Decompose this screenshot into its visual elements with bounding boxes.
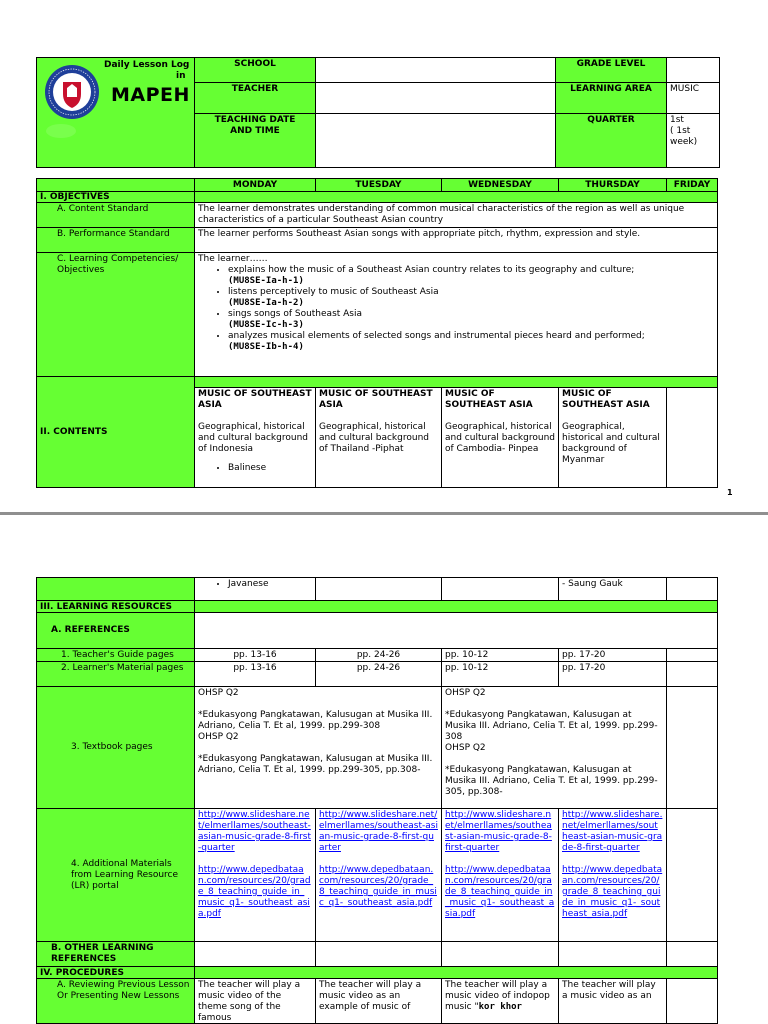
lr-link-depedbataan[interactable]: http://www.depedbataan.com/resources/20/grade_8_teaching_guide_in_music_q1-_southeast_asia.pdf bbox=[198, 865, 311, 919]
grade-level-label: GRADE LEVEL bbox=[555, 57, 667, 83]
reviewing-lesson-friday bbox=[666, 978, 718, 1024]
references-fill bbox=[194, 612, 718, 649]
quarter-value-line2: ( 1st bbox=[670, 126, 691, 136]
textbook-pages-wed-thu bbox=[441, 686, 667, 809]
competency-code: (MU8SE-Ia-h-2) bbox=[228, 298, 304, 308]
page-number: 1 bbox=[727, 488, 733, 497]
day-header-monday: MONDAY bbox=[194, 178, 316, 192]
header-title-line2: in bbox=[176, 71, 186, 81]
reviewing-lesson-wednesday bbox=[441, 978, 559, 1024]
learners-material-label: 2. Learner's Material pages bbox=[36, 661, 195, 687]
other-references-tuesday bbox=[315, 941, 442, 967]
contents-thursday bbox=[558, 387, 667, 488]
contents-tuesday bbox=[315, 387, 442, 488]
contents-continued-wednesday bbox=[441, 577, 559, 601]
contents-thursday-text: Geographical, historical and cultural background of Myanmar bbox=[562, 422, 660, 465]
contents-monday bbox=[194, 387, 316, 488]
reviewing-lesson-thursday: The teacher will play a music video as an bbox=[558, 978, 667, 1024]
reviewing-lesson-label: A. Reviewing Previous Lesson Or Presenting New Lessons bbox=[36, 978, 195, 1024]
grade-level-field[interactable] bbox=[666, 57, 720, 83]
lr-link-depedbataan[interactable]: http://www.depedbataan.com/resources/20/grade_8_teaching_guide_in_music_q1-_southeast_asia.pdf bbox=[445, 865, 555, 919]
teachers-guide-tuesday: pp. 24-26 bbox=[315, 648, 442, 662]
contents-heading: II. CONTENTS bbox=[36, 376, 195, 488]
lr-link-slideshare[interactable]: http://www.slideshare.net/elmerllames/southeast-asian-music-grade-8-first-quarter bbox=[445, 810, 552, 853]
performance-standard-label: B. Performance Standard bbox=[36, 227, 195, 253]
competency-code: (MU8SE-Ia-h-1) bbox=[228, 276, 304, 286]
references-label: A. REFERENCES bbox=[36, 612, 195, 649]
document-page-2 bbox=[0, 515, 768, 1024]
contents-continued-monday bbox=[194, 577, 316, 601]
competency-item: • analyzes musical elements of selected songs and instrumental pieces heard and performed; (MU8SE-Ib-h-4) bbox=[228, 331, 714, 353]
textbook-pages-mon-tue bbox=[194, 686, 442, 809]
contents-continued-tuesday bbox=[315, 577, 442, 601]
textbook-left-line3: OHSP Q2 bbox=[198, 732, 239, 742]
learning-area-label: LEARNING AREA bbox=[555, 82, 667, 114]
quarter-value-line1: 1st bbox=[670, 115, 684, 125]
other-references-thursday bbox=[558, 941, 667, 967]
reviewing-lesson-wednesday-text: The teacher will play a music video of indopop music " bbox=[445, 980, 550, 1012]
lr-link-slideshare[interactable]: http://www.slideshare.net/elmerllames/southeast-asian-music-grade-8-first-quarter bbox=[319, 810, 438, 853]
day-header-thursday: THURSDAY bbox=[558, 178, 667, 192]
teachers-guide-friday bbox=[666, 648, 718, 662]
learners-material-monday: pp. 13-16 bbox=[194, 661, 316, 687]
performance-standard-text: The learner performs Southeast Asian songs with appropriate pitch, rhythm, expression and style. bbox=[194, 227, 718, 253]
resources-heading: III. LEARNING RESOURCES bbox=[36, 600, 195, 613]
competency-code: (MU8SE-Ib-h-4) bbox=[228, 342, 304, 352]
school-label: SCHOOL bbox=[194, 57, 316, 83]
competencies-intro: The learner…… bbox=[198, 254, 268, 264]
learners-material-tuesday: pp. 24-26 bbox=[315, 661, 442, 687]
lr-link-depedbataan[interactable]: http://www.depedbataan.com/resources/20/grade_8_teaching_guide_in_music_q1-_southeast_asia.pdf bbox=[319, 865, 437, 908]
competency-code: (MU8SE-Ic-h-3) bbox=[228, 320, 304, 330]
reviewing-lesson-monday: The teacher will play a music video of the theme song of the famous bbox=[194, 978, 316, 1024]
contents-continued-thursday: - Saung Gauk bbox=[558, 577, 667, 601]
school-field[interactable] bbox=[315, 57, 556, 83]
day-header-wednesday: WEDNESDAY bbox=[441, 178, 559, 192]
lr-link-slideshare[interactable]: http://www.slideshare.net/elmerllames/southeast-asian-music-grade-8-first-quarter bbox=[562, 810, 663, 853]
procedures-heading: IV. PROCEDURES bbox=[36, 966, 195, 979]
textbook-left-line4: *Edukasyong Pangkatawan, Kalusugan at Musika III. Adriano, Celia T. Et al, 1999. pp.299-305, pp.308- bbox=[198, 754, 433, 775]
contents-tuesday-text: Geographical, historical and cultural background of Thailand -Piphat bbox=[319, 422, 429, 454]
additional-materials-tuesday bbox=[315, 808, 442, 942]
competency-item: • explains how the music of a Southeast Asian country relates to its geography and culture; (MU8SE-Ia-h-1) bbox=[228, 265, 714, 287]
textbook-pages-friday bbox=[666, 686, 718, 809]
textbook-left-line1: OHSP Q2 bbox=[198, 688, 239, 698]
header-title-line1: Daily Lesson Log bbox=[104, 60, 190, 70]
header-shadow-mark bbox=[46, 124, 76, 138]
teachers-guide-thursday: pp. 17-20 bbox=[558, 648, 667, 662]
objectives-heading: I. OBJECTIVES bbox=[36, 191, 195, 203]
contents-continued-friday bbox=[666, 577, 718, 601]
competencies-cell bbox=[194, 252, 718, 377]
contents-wednesday-title: MUSIC OF SOUTHEAST ASIA bbox=[445, 389, 533, 410]
additional-materials-wednesday bbox=[441, 808, 559, 942]
contents-tuesday-title: MUSIC OF SOUTHEAST ASIA bbox=[319, 389, 433, 410]
contents-monday-text: Geographical, historical and cultural background of Indonesia bbox=[198, 422, 308, 454]
learning-area-value: MUSIC bbox=[666, 82, 720, 114]
teachers-guide-wednesday: pp. 10-12 bbox=[441, 648, 559, 662]
teachers-guide-label: 1. Teacher's Guide pages bbox=[36, 648, 195, 662]
lr-link-slideshare[interactable]: http://www.slideshare.net/elmerllames/southeast-asian-music-grade-8-first-quarter bbox=[198, 810, 312, 853]
other-references-monday bbox=[194, 941, 316, 967]
competencies-label: C. Learning Competencies/ Objectives bbox=[36, 252, 195, 377]
contents-continued-label bbox=[36, 577, 195, 601]
deped-seal-icon bbox=[44, 64, 100, 120]
contents-thursday-title: MUSIC OF SOUTHEAST ASIA bbox=[562, 389, 650, 410]
competencies-list bbox=[198, 265, 714, 353]
quarter-value bbox=[666, 113, 720, 168]
day-header-tuesday: TUESDAY bbox=[315, 178, 442, 192]
day-header-friday: FRIDAY bbox=[666, 178, 718, 192]
reviewing-lesson-wednesday-song: kor khor bbox=[478, 1002, 522, 1012]
textbook-right-line4: *Edukasyong Pangkatawan, Kalusugan at Musika III. Adriano, Celia T. Et al, 1999. pp.299-305, pp.308- bbox=[445, 765, 658, 797]
teaching-date-field[interactable] bbox=[315, 113, 556, 168]
reviewing-lesson-tuesday: The teacher will play a music video as an example of music of bbox=[315, 978, 442, 1024]
additional-materials-thursday bbox=[558, 808, 667, 942]
competency-item: • sings songs of Southeast Asia (MU8SE-Ic-h-3) bbox=[228, 309, 714, 331]
day-header-blank bbox=[36, 178, 195, 192]
learners-material-wednesday: pp. 10-12 bbox=[441, 661, 559, 687]
content-standard-text: The learner demonstrates understanding of common musical characteristics of the region as well as unique characteristics of a particular Southeast Asian country bbox=[194, 202, 718, 228]
contents-wednesday-text: Geographical, historical and cultural background of Cambodia- Pinpea bbox=[445, 422, 555, 454]
textbook-right-line1: OHSP Q2 bbox=[445, 688, 486, 698]
quarter-label: QUARTER bbox=[555, 113, 667, 168]
teachers-guide-monday: pp. 13-16 bbox=[194, 648, 316, 662]
other-references-label: B. OTHER LEARNING REFERENCES bbox=[36, 941, 195, 967]
learners-material-friday bbox=[666, 661, 718, 687]
textbook-right-line2: *Edukasyong Pangkatawan, Kalusugan at Musika III. Adriano, Celia T. Et al, 1999. pp.299-308 bbox=[445, 710, 658, 742]
learners-material-thursday: pp. 17-20 bbox=[558, 661, 667, 687]
contents-monday-title: MUSIC OF SOUTHEAST ASIA bbox=[198, 389, 312, 410]
contents-monday-bullet-2: • Javanese bbox=[228, 579, 312, 590]
textbook-pages-label: 3. Textbook pages bbox=[36, 686, 195, 809]
quarter-value-line3: week) bbox=[670, 137, 698, 147]
content-standard-label: A. Content Standard bbox=[36, 202, 195, 228]
header-subject: MAPEH bbox=[111, 84, 190, 106]
additional-materials-monday bbox=[194, 808, 316, 942]
other-references-friday bbox=[666, 941, 718, 967]
lr-link-depedbataan[interactable]: http://www.depedbataan.com/resources/20/grade_8_teaching_guide_in_music_q1-_southeast_asia.pdf bbox=[562, 865, 663, 919]
teacher-field[interactable] bbox=[315, 82, 556, 114]
additional-materials-label: 4. Additional Materials from Learning Resource (LR) portal bbox=[36, 808, 195, 942]
competency-item: • listens perceptively to music of Southeast Asia (MU8SE-Ia-h-2) bbox=[228, 287, 714, 309]
teacher-label: TEACHER bbox=[194, 82, 316, 114]
contents-monday-bullet: • Balinese bbox=[228, 463, 312, 474]
additional-materials-friday bbox=[666, 808, 718, 942]
other-references-wednesday bbox=[441, 941, 559, 967]
teaching-date-label: TEACHING DATE AND TIME bbox=[194, 113, 316, 168]
contents-wednesday bbox=[441, 387, 559, 488]
contents-friday bbox=[666, 387, 718, 488]
textbook-left-line2: *Edukasyong Pangkatawan, Kalusugan at Musika III. Adriano, Celia T. Et al, 1999. pp.299-308 bbox=[198, 710, 433, 731]
textbook-right-line3: OHSP Q2 bbox=[445, 743, 486, 753]
